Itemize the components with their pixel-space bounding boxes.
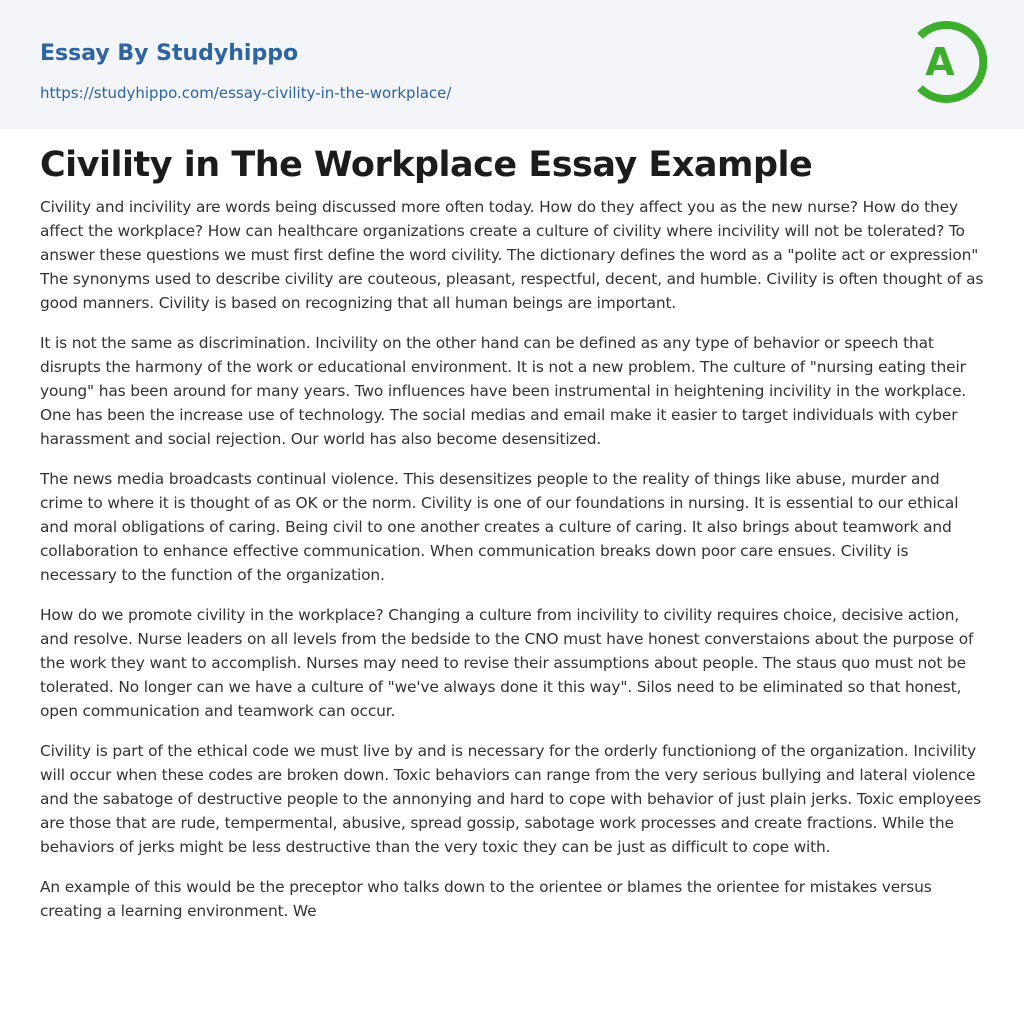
paragraph: How do we promote civility in the workplace? Changing a culture from incivility to civility requires choice, decisive action, and resolve. Nurse leaders on all levels from the bedside to the CNO must have honest converstaions about the purpose of the work they want to accomplish. Nurses may need to revise their assumptions about people. The staus quo must not be tolerated. No longer can we have a culture of "we've always done it this way". Silos need to be eliminated so that honest, open communication and teamwork can occur. bbox=[40, 606, 974, 720]
paragraph: It is not the same as discrimination. Incivility on the other hand can be defined as any type of behavior or speech that disrupts the harmony of the work or educational environment. It is not a new problem. The culture of "nursing eating their young" has been around for many years. Two influences have been instrumental in heightening incivility in the workplace. One has been the increase use of technology. The social medias and email make it easier to target individuals with cyber harassment and social rejection. Our world has also become desensitized. bbox=[40, 334, 967, 448]
paragraph: An example of this would be the preceptor who talks down to the orientee or blames the orientee for mistakes versus creating a learning environment. We bbox=[40, 878, 932, 920]
source-url-link[interactable]: https://studyhippo.com/essay-civility-in-the-workplace/ bbox=[40, 84, 452, 102]
site-name[interactable]: Essay By Studyhippo bbox=[40, 41, 299, 66]
article-body bbox=[40, 195, 985, 939]
paragraph: Civility and incivility are words being discussed more often today. How do they affect you as the new nurse? How do they affect the workplace? How can healthcare organizations create a culture of civility where incivility will not be tolerated? To answer these questions we must first define the word civility. The dictionary defines the word as a "polite act or expression" The synonyms used to describe civility are couteous, pleasant, respectful, decent, and humble. Civility is often thought of as good manners. Civility is based on recognizing that all human beings are important. bbox=[40, 198, 984, 312]
logo-letter: A bbox=[925, 40, 955, 84]
paragraph: The news media broadcasts continual violence. This desensitizes people to the reality of things like abuse, murder and crime to where it is thought of as OK or the norm. Civility is one of our foundations in nursing. It is essential to our ethical and moral obligations of caring. Being civil to one another creates a culture of caring. It also brings about teamwork and collaboration to enhance effective communication. When communication breaks down poor care ensues. Civility is necessary to the function of the organization. bbox=[40, 470, 959, 584]
page-title: Civility in The Workplace Essay Example bbox=[40, 145, 813, 185]
studyhippo-logo-icon[interactable] bbox=[910, 18, 988, 106]
paragraph: Civility is part of the ethical code we must live by and is necessary for the orderly functioniong of the organization. Incivility will occur when these codes are broken down. Toxic behaviors can range from the very serious bullying and lateral violence and the sabatoge of destructive people to the annonying and hard to cope with behavior of just plain jerks. Toxic employees are those that are rude, tempermental, abusive, spread gossip, sabotage work processes and create fractions. While the behaviors of jerks might be less destructive than the very toxic they can be just as difficult to cope with. bbox=[40, 742, 982, 856]
site-header bbox=[0, 0, 1024, 129]
